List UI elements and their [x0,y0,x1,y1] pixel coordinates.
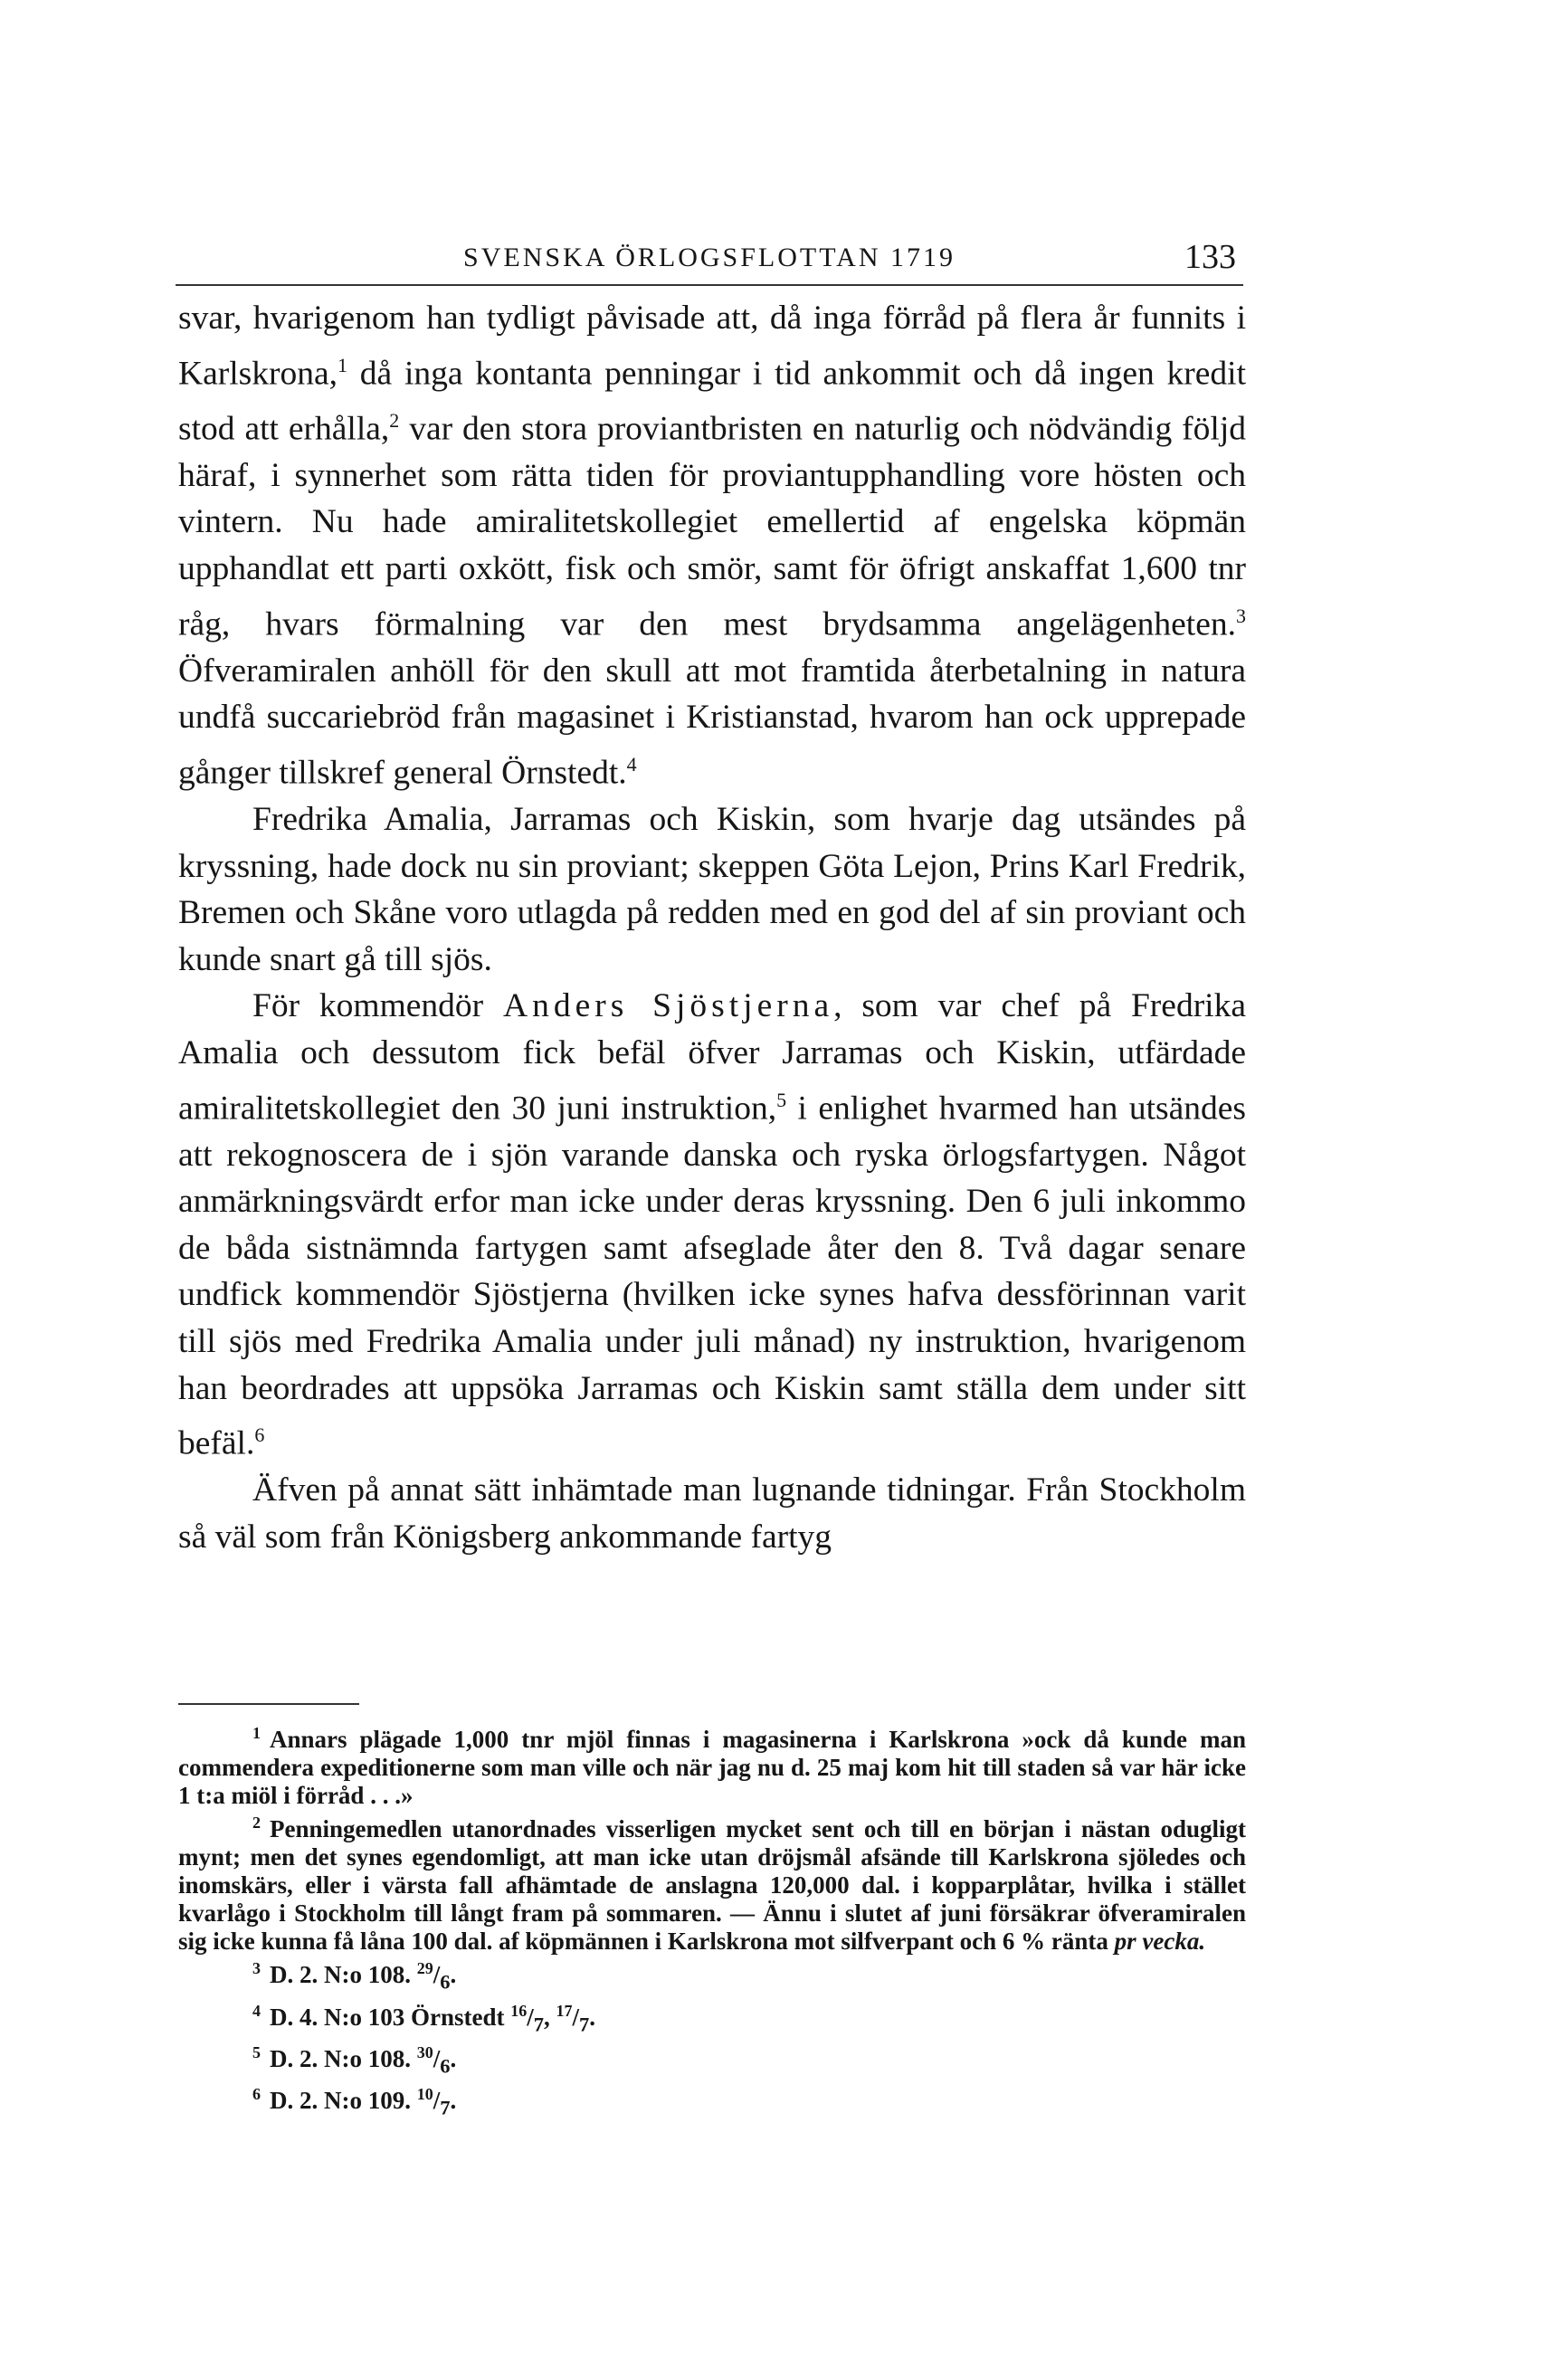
footnote-ref-4: 4 [626,752,637,776]
paragraph-1: svar, hvarigenom han tydligt påvisade att, då inga förråd på flera år funnits i Karlskrona,$^1$ då inga kontanta penningar i tid ankommit och då ingen kredit stod att erhålla,$^2$ var den stora proviantbristen en naturlig och nödvändig följd häraf, i synnerhet som rätta tiden för proviantupphandling vore hösten och vintern. Nu hade amiralitetskollegiet emellertid af engelska köpmän upphandlat ett parti oxkött, fisk och smör, samt för öfrigt anskaffat 1,600 tnr råg, hvars förmalning var den mest brydsamma angelägenheten.$^3$ Öfveramiralen anhöll för den skull att mot framtida återbetalning in natura undfå succariebröd från magasinet i Kristianstad, hvarom han ock upprepade gånger tillskref general Örnstedt.$^4$ [178,300,1246,792]
footnote-3: $^3$ D. 2. N:o 108. $^{29}/_6$. [252,1959,457,1994]
footnote-4: $^4$ D. 4. N:o 103 Örnstedt $^{16}/_7$, $^{17}/_7$. [252,2001,596,2035]
footnotes [178,1719,1246,2122]
spaced-name: Anders Sjöstjerna [502,987,834,1025]
footnote-ref-3: 3 [1236,604,1246,627]
footnote-1: $^1$ Annars plägade 1,000 tnr mjöl finnas i magasinerna i Karlskrona »ock då kunde man commendera expeditionerne som man ville och när jag nu d. 25 maj kom hit till staden så var här icke 1 t:a miöl i förråd . . .» [178,1724,1246,1809]
page-number: 133 [1184,238,1236,276]
footnote-ref-2: 2 [389,408,400,432]
footnote-ref-6: 6 [254,1423,265,1447]
footnote-ref-1: 1 [337,353,347,376]
footnote-5: $^5$ D. 2. N:o 108. $^{30}/_6$. [252,2042,457,2078]
running-title: SVENSKA ÖRLOGSFLOTTAN 1719 [463,243,956,272]
footnote-2: $^2$ Penningemedlen utanordnades visserligen mycket sent och till en början i nästan odugligt mynt; men det synes egendomligt, att man icke utan dröjsmål afsände till Karlskrona sjöledes och inomskärs, eller i värsta fall afhämtade de anslagna 120,000 dal. i kopparplåtar, hvilka i stället kvarlågo i Stockholm till långt fram på sommaren. — Ännu i slutet af juni försäkrar öfveramiralen sig icke kunna få låna 100 dal. af köpmännen i Karlskrona mot silfverpant och 6 % ränta pr vecka. [178,1814,1246,1955]
header-rule [176,284,1243,286]
paragraph-2: Fredrika Amalia, Jarramas och Kiskin, som hvarje dag utsändes på kryssning, hade dock nu sin proviant; skeppen Göta Lejon, Prins Karl Fredrik, Bremen och Skåne voro utlagda på redden med en god del af sin proviant och kunde snart gå till sjös. [178,800,1246,978]
footnote-ref-5: 5 [776,1088,787,1111]
paragraph-4: Äfven på annat sätt inhämtade man lugnande tidningar. Från Stockholm så väl som från Königsberg ankommande fartyg [178,1471,1246,1556]
main-text [178,295,1246,1560]
footnote-6: $^6$ D. 2. N:o 109. $^{10}/_7$. [252,2084,457,2119]
paragraph-3: För kommendör Anders Sjöstjerna, som var chef på Fredrika Amalia och dessutom fick befäl öfver Jarramas och Kiskin, utfärdade amiralitetskollegiet den 30 juni instruktion,$^5$ i enlighet hvarmed han utsändes att rekognoscera de i sjön varande danska och ryska örlogsfartygen. Något anmärkningsvärdt erfor man icke under deras kryssning. Den 6 juli inkommo de båda sistnämnda fartygen samt afseglade åter den 8. Två dagar senare undfick kommendör Sjöstjerna (hvilken icke synes hafva dessförinnan varit till sjös med Fredrika Amalia under juli månad) ny instruktion, hvarigenom han beordrades att uppsöka Jarramas och Kiskin samt ställa dem under sitt befäl.$^6$ [178,987,1246,1462]
page-header [176,237,1243,282]
footnote-rule [178,1703,359,1705]
